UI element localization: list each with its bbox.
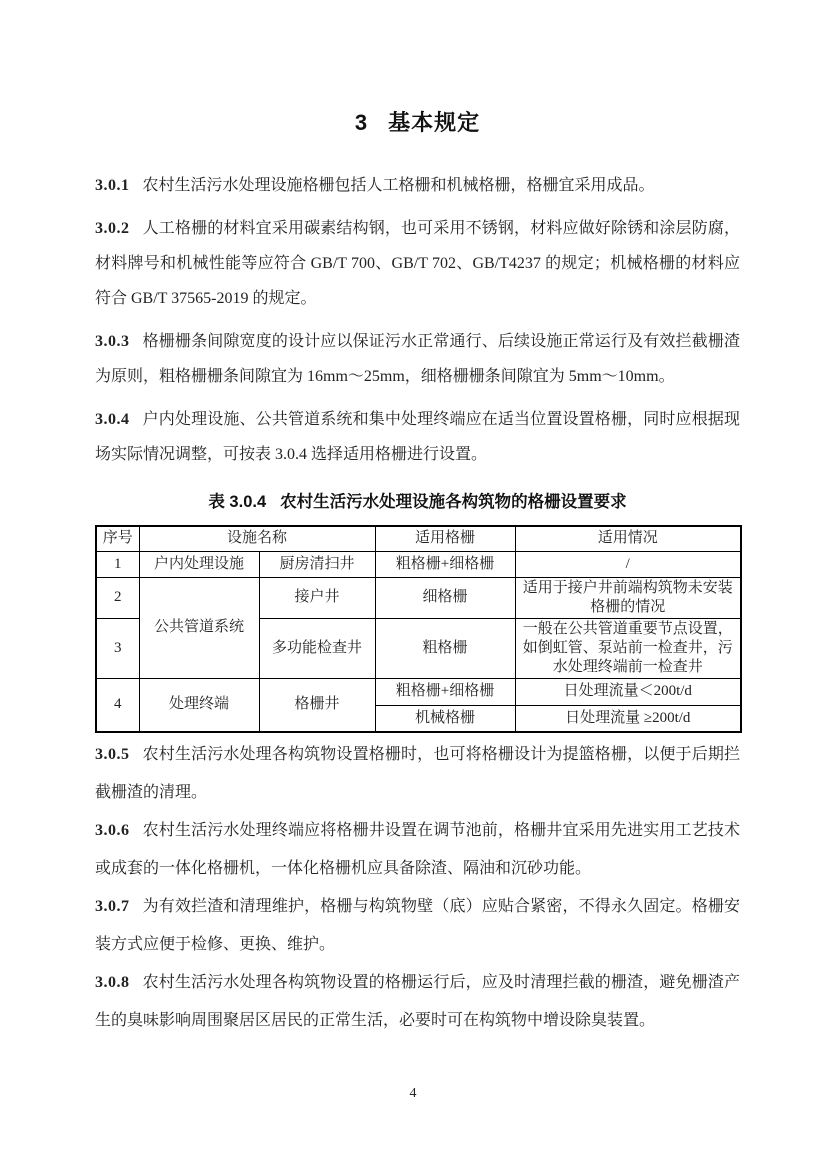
cell-name: 接户井: [259, 577, 375, 618]
clause-number: 3.0.3: [95, 333, 130, 350]
clause-text: 人工格栅的材料宜采用碳素结构钢，也可采用不锈钢，材料应做好除锈和涂层防腐，材料牌号和机械性能等应符合 GB/T 700、GB/T 702、GB/T4237 的规定；机械格栅的材料应符合 GB/T 37565-2019 的规定。: [95, 220, 740, 307]
clause-text: 农村生活污水处理终端应将格栅井设置在调节池前，格栅井宜采用先进实用工艺技术或成套的一体化格栅机，一体化格栅机应具备除渣、隔油和沉砂功能。: [95, 822, 740, 877]
cell-situation: 适用于接户井前端构筑物未安装格栅的情况: [515, 577, 741, 618]
cell-name: 厨房清扫井: [259, 551, 375, 577]
clause-3-0-1: [95, 168, 740, 203]
cell-category: 公共管道系统: [139, 577, 259, 678]
clause-3-0-5: [95, 736, 740, 812]
cell-name: 多功能检查井: [259, 618, 375, 678]
table-row: [96, 577, 741, 618]
table-caption-label: 表 3.0.4: [208, 493, 267, 511]
clause-text: 农村生活污水处理设施格栅包括人工格栅和机械格栅，格栅宜采用成品。: [142, 177, 655, 194]
cell-category: 处理终端: [139, 678, 259, 732]
clause-number: 3.0.8: [95, 974, 130, 991]
header-cell-facility: 设施名称: [139, 526, 375, 551]
page-number: 4: [409, 1086, 417, 1101]
clause-3-0-6: [95, 812, 740, 888]
cell-grille: 粗格栅+细格栅: [375, 678, 515, 705]
clause-text: 农村生活污水处理各构筑物设置格栅时，也可将格栅设计为提篮格栅，以便于后期拦截栅渣的清理。: [95, 746, 740, 801]
table-row: [96, 551, 741, 577]
header-cell-grille: 适用格栅: [375, 526, 515, 551]
clause-text: 农村生活污水处理各构筑物设置的格栅运行后，应及时清理拦截的栅渣，避免栅渣产生的臭味影响周围聚居区居民的正常生活，必要时可在构筑物中增设除臭装置。: [95, 974, 740, 1029]
page-content: [95, 106, 740, 1040]
table-caption: [95, 490, 740, 514]
table-caption-title: 农村生活污水处理设施各构筑物的格栅设置要求: [280, 493, 627, 511]
cell-category: 户内处理设施: [139, 551, 259, 577]
chapter-number: 3: [354, 110, 369, 135]
cell-no: 1: [96, 551, 139, 577]
cell-no: 3: [96, 618, 139, 678]
chapter-title-text: 基本规定: [388, 110, 481, 135]
clause-text: 为有效拦渣和清理维护，格栅与构筑物壁（底）应贴合紧密，不得永久固定。格栅安装方式应便于检修、更换、维护。: [95, 898, 740, 953]
header-cell-situation: 适用情况: [515, 526, 741, 551]
clause-text: 户内处理设施、公共管道系统和集中处理终端应在适当位置设置格栅，同时应根据现场实际情况调整，可按表 3.0.4 选择适用格栅进行设置。: [95, 411, 740, 463]
clause-3-0-7: [95, 888, 740, 964]
clause-text: 格栅栅条间隙宽度的设计应以保证污水正常通行、后续设施正常运行及有效拦截栅渣为原则，粗格栅栅条间隙宜为 16mm～25mm，细格栅栅条间隙宜为 5mm～10mm。: [95, 333, 740, 385]
chapter-heading: [95, 106, 740, 140]
cell-grille: 机械格栅: [375, 705, 515, 732]
clause-number: 3.0.1: [95, 177, 130, 194]
cell-situation: 日处理流量 ≥200t/d: [515, 705, 741, 732]
cell-no: 4: [96, 678, 139, 732]
table-row: [96, 678, 741, 705]
clause-number: 3.0.4: [95, 411, 130, 428]
clause-number: 3.0.7: [95, 898, 130, 915]
header-cell-no: 序号: [96, 526, 139, 551]
cell-name: 格栅井: [259, 678, 375, 732]
cell-grille: 粗格栅: [375, 618, 515, 678]
clause-3-0-2: [95, 211, 740, 316]
clause-3-0-4: [95, 402, 740, 472]
cell-situation: 一般在公共管道重要节点设置，如倒虹管、泵站前一检查井，污水处理终端前一检查井: [515, 618, 741, 678]
clause-number: 3.0.6: [95, 822, 130, 839]
cell-no: 2: [96, 577, 139, 618]
cell-grille: 细格栅: [375, 577, 515, 618]
clause-number: 3.0.2: [95, 220, 130, 237]
grille-requirements-table: [95, 525, 742, 733]
clause-number: 3.0.5: [95, 746, 130, 763]
clause-3-0-3: [95, 324, 740, 394]
cell-grille: 粗格栅+细格栅: [375, 551, 515, 577]
table-header-row: [96, 526, 741, 551]
cell-situation: 日处理流量＜200t/d: [515, 678, 741, 705]
cell-situation: /: [515, 551, 741, 577]
clause-3-0-8: [95, 964, 740, 1040]
